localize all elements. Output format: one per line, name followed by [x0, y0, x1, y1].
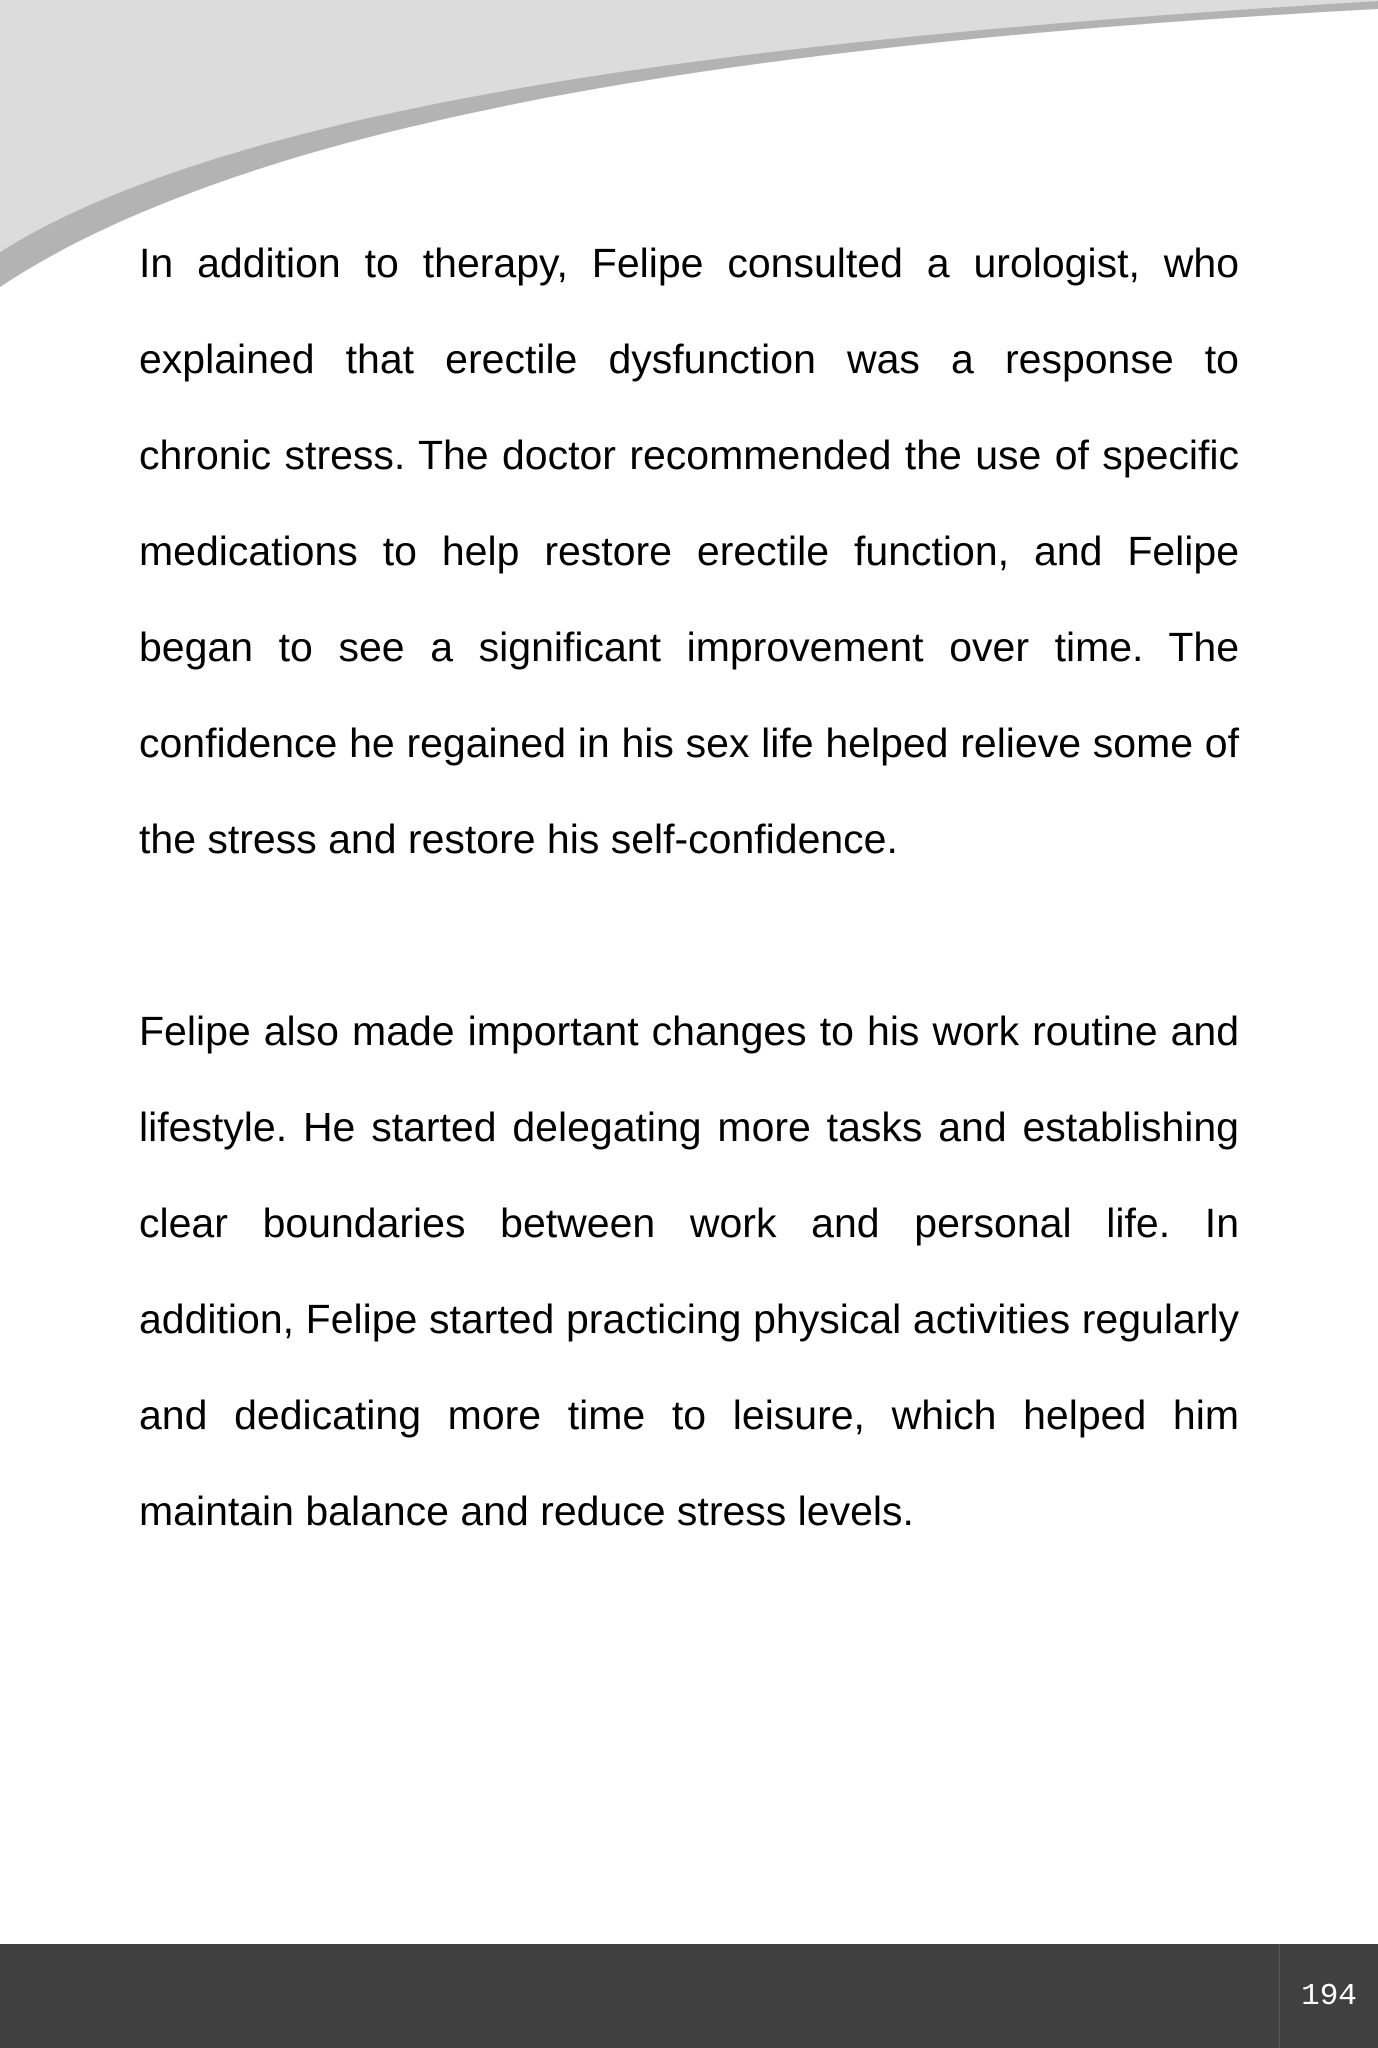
paragraph-2: Felipe also made important changes to his work routine and lifestyle. He started delegating more tasks and establishing clear boundaries between work and personal life. In addition, Felipe started practicing physical activities regularly and dedicating more time to leisure, which helped him maintain balance and reduce stress levels.	[139, 1008, 1239, 1534]
page-body	[139, 215, 1239, 1559]
paragraph-1: In addition to therapy, Felipe consulted a urologist, who explained that erectile dysfunction was a response to chronic stress. The doctor recommended the use of specific medications to help restore erectile function, and Felipe began to see a significant improvement over time. The confidence he regained in his sex life helped relieve some of the stress and restore his self-confidence.	[139, 240, 1239, 862]
footer-bar	[0, 1944, 1378, 2048]
page-number: 194	[1279, 1944, 1378, 2048]
